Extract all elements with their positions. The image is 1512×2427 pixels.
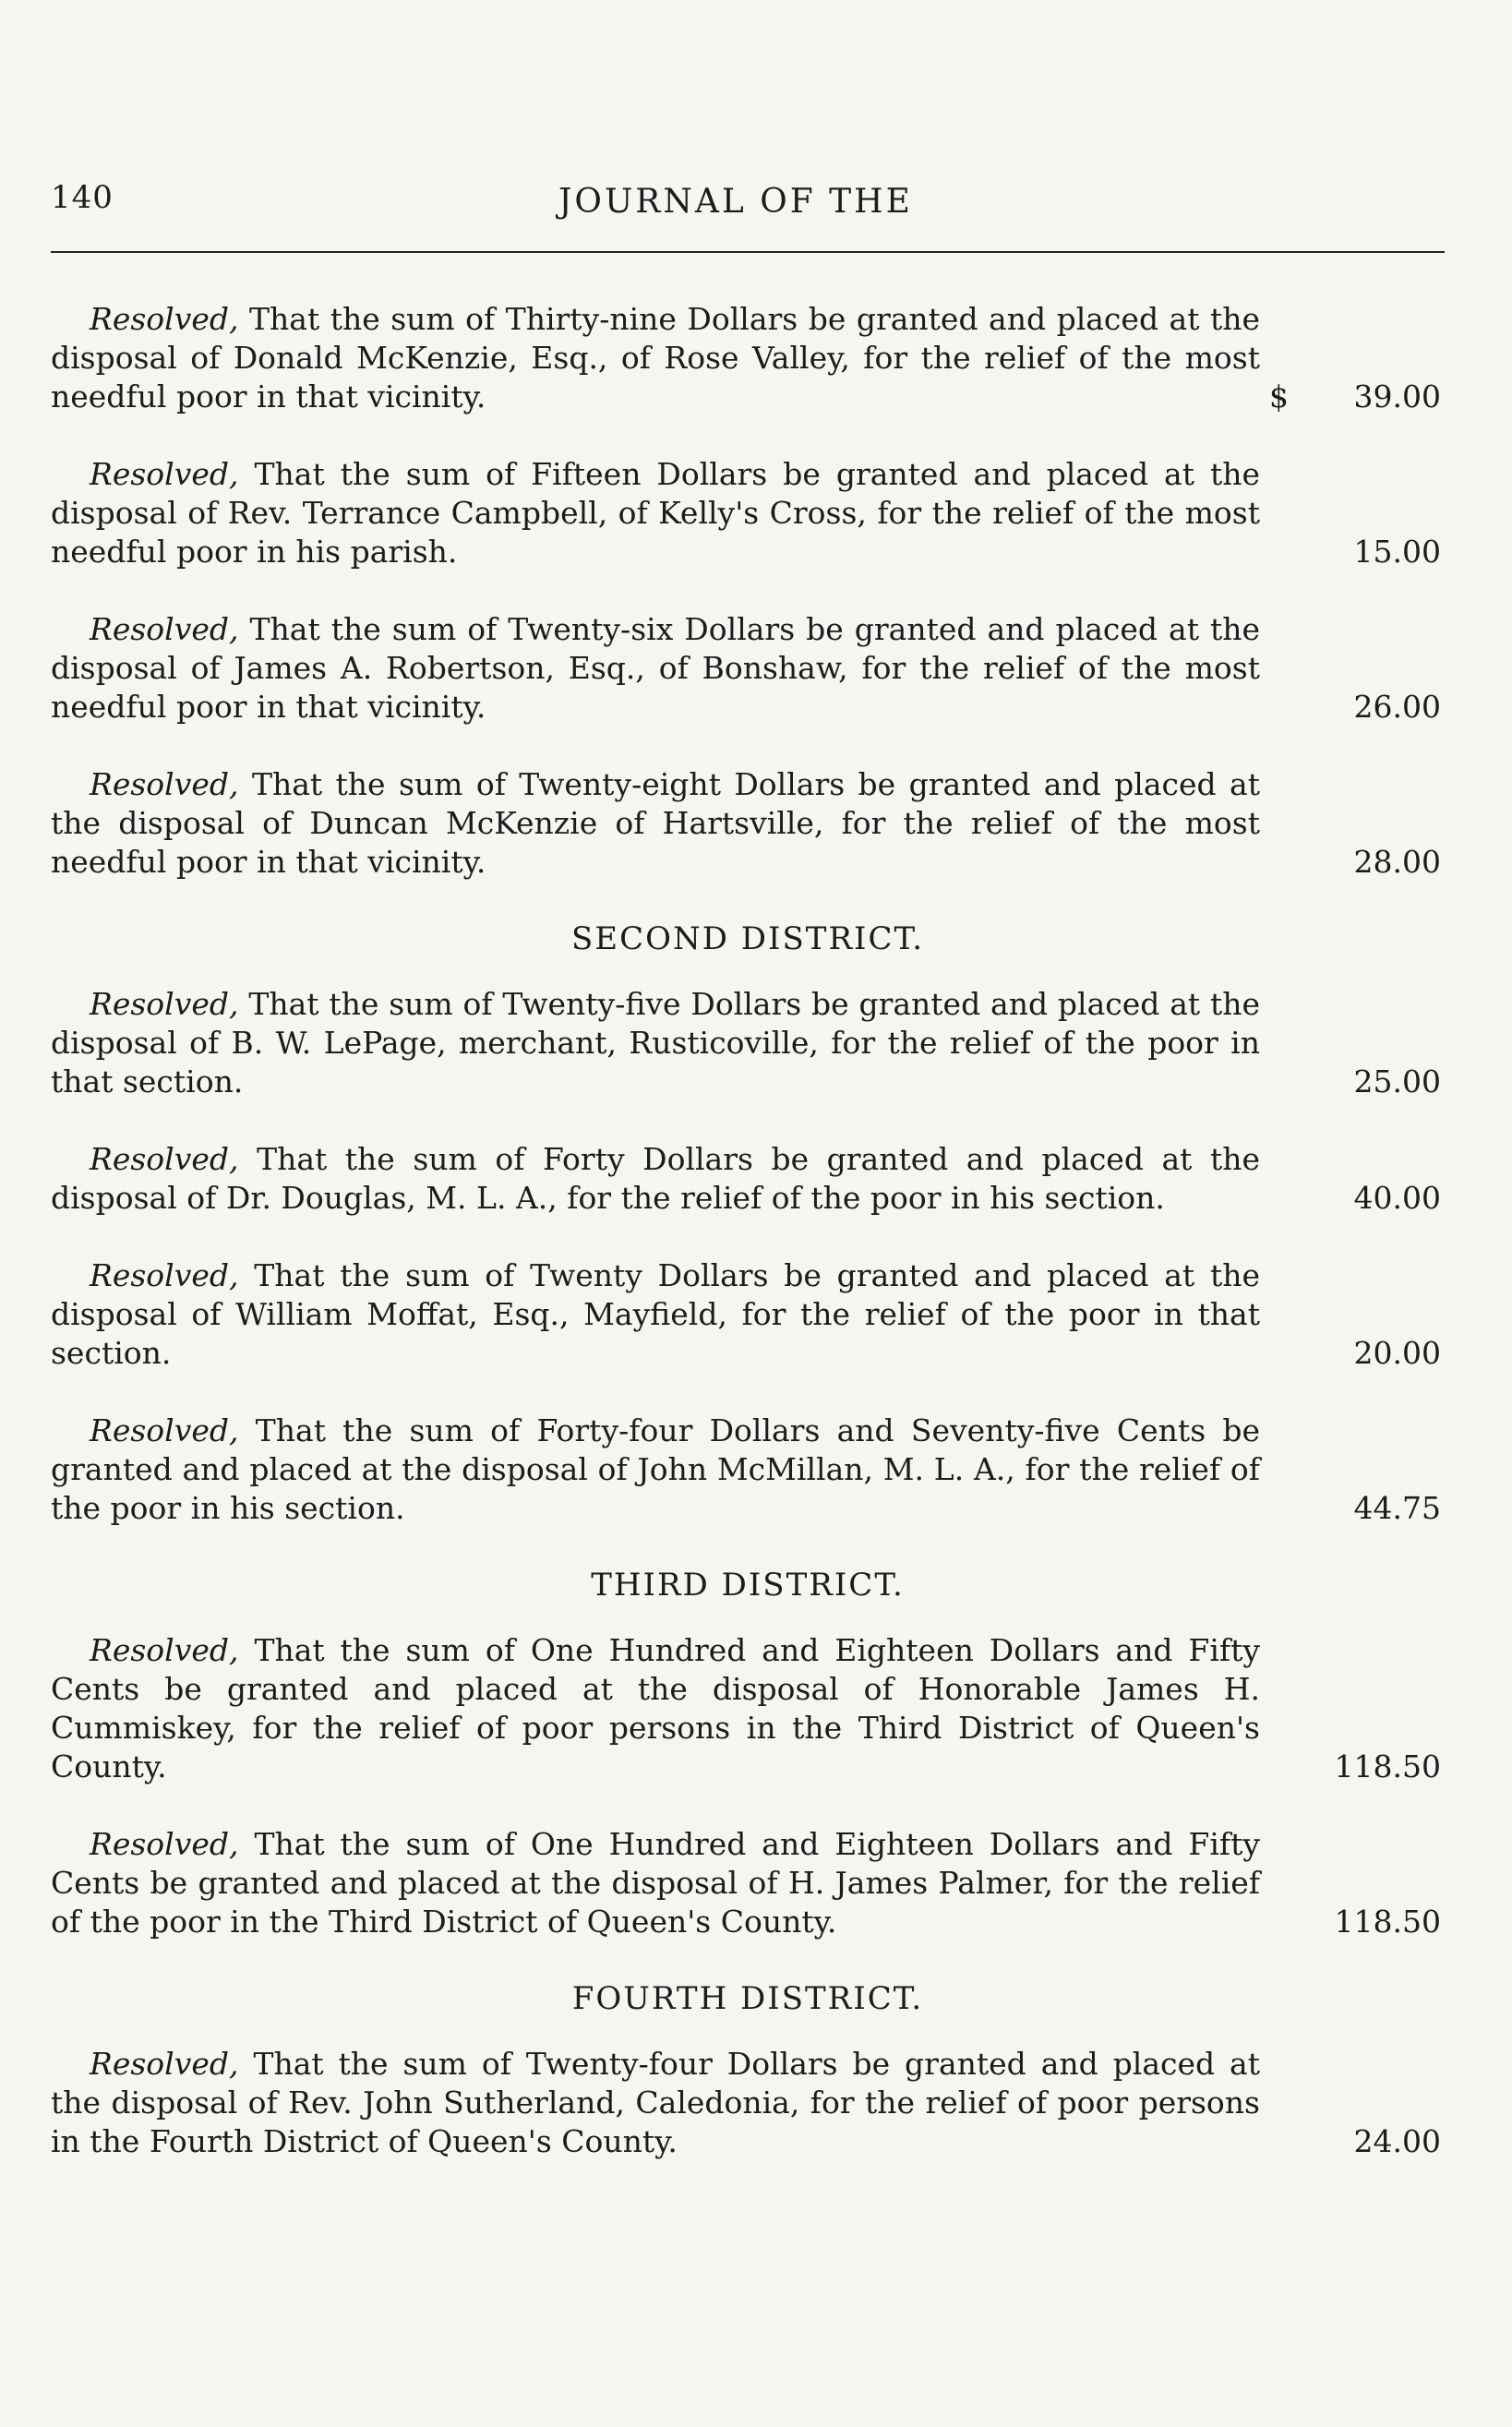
- resolution-body: That the sum of Twenty Dollars be granted and placed at the disposal of William Moffat, Esq., Mayfield, for the relief of the poor in that section.: [51, 1257, 1260, 1371]
- amount-value: 39.00: [1353, 378, 1441, 415]
- resolution-body: That the sum of One Hundred and Eighteen Dollars and Fifty Cents be granted and placed at the disposal of H. James Palmer, for the relief of the poor in the Third District of Queen's County.: [51, 1826, 1260, 1940]
- amount-value: 40.00: [1353, 1180, 1441, 1216]
- resolution-text: [51, 985, 1260, 1101]
- amount-column: [1269, 1903, 1445, 1941]
- resolved-lead: Resolved,: [90, 611, 239, 647]
- page-header: [51, 175, 1445, 231]
- resolved-lead: Resolved,: [90, 2046, 239, 2082]
- amount-column: [1269, 1489, 1445, 1528]
- resolution-body: That the sum of Fifteen Dollars be granted and placed at the disposal of Rev. Terrance Campbell, of Kelly's Cross, for the relief of the most needful poor in his parish.: [51, 456, 1260, 570]
- resolution-body: That the sum of Thirty-nine Dollars be granted and placed at the disposal of Donald McKenzie, Esq., of Rose Valley, for the relief of the most needful poor in that vicinity.: [51, 301, 1260, 415]
- resolution-body: That the sum of Twenty-four Dollars be granted and placed at the disposal of Rev. John Sutherland, Caledonia, for the relief of poor persons in the Fourth District of Queen's County.: [51, 2046, 1260, 2159]
- amount-value: 118.50: [1334, 1904, 1441, 1940]
- resolution-body: That the sum of Twenty-five Dollars be granted and placed at the disposal of B. W. LePage, merchant, Rusticoville, for the relief of the poor in that section.: [51, 986, 1260, 1099]
- amount-value: 26.00: [1353, 689, 1441, 725]
- resolved-lead: Resolved,: [90, 1826, 239, 1862]
- resolution-entry: [51, 765, 1445, 882]
- amount-column: [1269, 1179, 1445, 1218]
- resolution-text: [51, 1140, 1260, 1218]
- resolution-entry: [51, 1140, 1445, 1218]
- page-content: [51, 300, 1445, 2200]
- resolution-entry: [51, 1825, 1445, 1941]
- amount-value: 20.00: [1353, 1335, 1441, 1371]
- amount-value: 15.00: [1353, 534, 1441, 570]
- resolution-body: That the sum of Forty Dollars be granted and placed at the disposal of Dr. Douglas, M. L. A., for the relief of the poor in his section.: [51, 1141, 1260, 1216]
- resolution-body: That the sum of Forty-four Dollars and Seventy-five Cents be granted and placed at the disposal of John McMillan, M. L. A., for the relief of the poor in his section.: [51, 1412, 1260, 1526]
- page-number: 140: [51, 179, 114, 216]
- resolution-text: [51, 1256, 1260, 1373]
- resolved-lead: Resolved,: [90, 1632, 239, 1668]
- amount-column: [1269, 1334, 1445, 1373]
- resolution-entry: [51, 985, 1445, 1101]
- amount-column: [1269, 378, 1445, 416]
- amount-value: 28.00: [1353, 844, 1441, 880]
- district-heading: THIRD DISTRICT.: [591, 1567, 905, 1604]
- amount-value: 44.75: [1353, 1490, 1441, 1526]
- resolution-body: That the sum of Twenty-eight Dollars be granted and placed at the disposal of Duncan McKenzie of Hartsville, for the relief of the most needful poor in that vicinity.: [51, 766, 1260, 880]
- resolved-lead: Resolved,: [90, 1141, 239, 1177]
- district-heading: FOURTH DISTRICT.: [571, 1980, 924, 2017]
- amount-column: [1269, 1748, 1445, 1786]
- resolution-entry: [51, 1631, 1445, 1786]
- amount-column: [1269, 2122, 1445, 2161]
- amount-value: 24.00: [1353, 2123, 1441, 2159]
- resolution-body: That the sum of Twenty-six Dollars be granted and placed at the disposal of James A. Robertson, Esq., of Bonshaw, for the relief of the most needful poor in that vicinity.: [51, 611, 1260, 725]
- resolved-lead: Resolved,: [90, 456, 239, 492]
- amount-value: 118.50: [1334, 1748, 1441, 1784]
- resolved-lead: Resolved,: [90, 1412, 239, 1448]
- resolved-lead: Resolved,: [90, 986, 239, 1022]
- amount-value: 25.00: [1353, 1063, 1441, 1099]
- resolution-entry: [51, 2045, 1445, 2161]
- resolution-text: [51, 2045, 1260, 2161]
- resolved-lead: Resolved,: [90, 766, 239, 802]
- running-title: JOURNAL OF THE: [558, 183, 913, 221]
- header-rule: [51, 251, 1445, 253]
- resolved-lead: Resolved,: [90, 301, 239, 337]
- district-heading: SECOND DISTRICT.: [570, 920, 924, 957]
- resolution-entry: [51, 455, 1445, 571]
- currency-symbol: $: [1269, 378, 1289, 415]
- resolution-entry: [51, 1256, 1445, 1373]
- resolution-text: [51, 1825, 1260, 1941]
- resolved-lead: Resolved,: [90, 1257, 239, 1293]
- amount-column: [1269, 843, 1445, 882]
- resolution-text: [51, 300, 1260, 416]
- resolution-body: That the sum of One Hundred and Eighteen Dollars and Fifty Cents be granted and placed at the disposal of Honorable James H. Cummiskey, for the relief of poor persons in the Third District of Queen's County.: [51, 1632, 1260, 1784]
- resolution-text: [51, 765, 1260, 882]
- resolution-text: [51, 1631, 1260, 1786]
- resolution-text: [51, 610, 1260, 727]
- amount-column: [1269, 533, 1445, 571]
- resolution-text: [51, 455, 1260, 571]
- amount-column: [1269, 1063, 1445, 1101]
- amount-column: [1269, 688, 1445, 727]
- resolution-text: [51, 1412, 1260, 1528]
- resolution-entry: [51, 610, 1445, 727]
- resolution-entry: [51, 300, 1445, 416]
- resolution-entry: [51, 1412, 1445, 1528]
